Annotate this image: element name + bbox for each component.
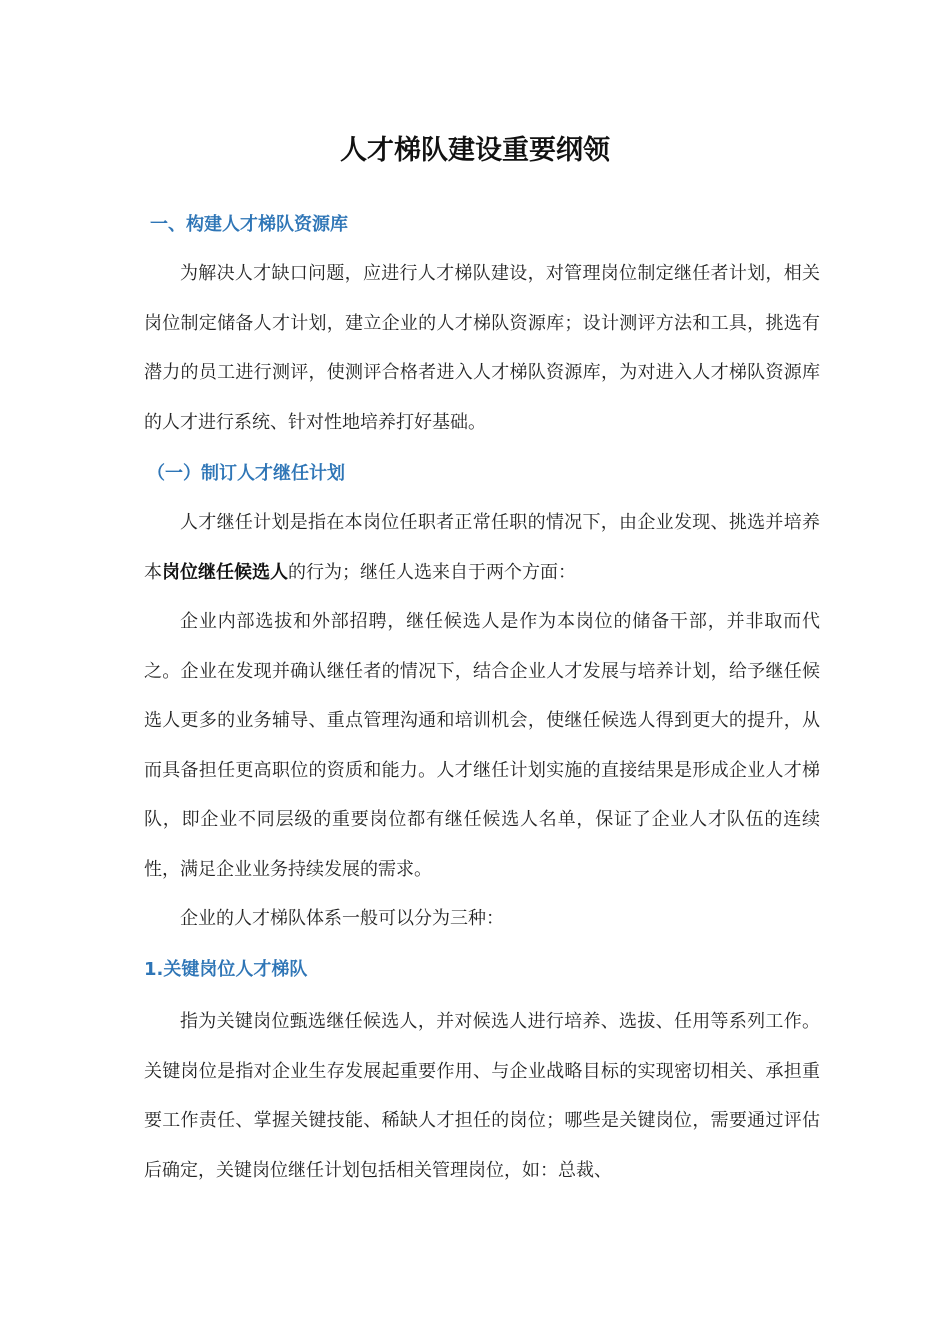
section-paragraph-resource-pool: 为解决人才缺口问题，应进行人才梯队建设，对管理岗位制定继任者计划，相关岗位制定储备人才计划，建立企业的人才梯队资源库；设计测评方法和工具，挑选有潜力的员工进行测评，使测评合格者进入人才梯队资源库，为对进入人才梯队资源库的人才进行系统、针对性地培养打好基础。	[144, 263, 820, 433]
paragraph-key-position: 指为关键岗位甄选继任候选人，并对候选人进行培养、选拔、任用等系列工作。关键岗位是指对企业生存发展起重要作用、与企业战略目标的实现密切相关、承担重要工作责任、掌握关键技能、稀缺人才担任的岗位；哪些是关键岗位，需要通过评估后确定，关键岗位继任计划包括相关管理岗位，如：总裁、	[144, 1011, 820, 1181]
paragraph-three-types: 企业的人才梯队体系一般可以分为三种：	[180, 908, 504, 929]
section-heading-resource-pool: 一、构建人才梯队资源库	[150, 214, 348, 235]
paragraph-succession-definition	[144, 498, 820, 597]
document-title: 人才梯队建设重要纲领	[340, 135, 610, 166]
bold-term-candidate: 岗位继任候选人	[162, 561, 288, 583]
subsection-heading-succession-plan: （一）制订人才继任计划	[147, 463, 345, 484]
paragraph-text: 的行为；继任人选来自于两个方面：	[288, 561, 576, 583]
item-heading-key-position: 1.关键岗位人才梯队	[144, 959, 308, 980]
paragraph-text: 人才继任计划是指在本岗位任职者正常任职的情况下，由企业发现、挑选并培养本	[144, 512, 820, 583]
paragraph-internal-external: 企业内部选拔和外部招聘，继任候选人是作为本岗位的储备干部，并非取而代之。企业在发现并确认继任者的情况下，结合企业人才发展与培养计划，给予继任候选人更多的业务辅导、重点管理沟通和培训机会，使继任候选人得到更大的提升，从而具备担任更高职位的资质和能力。人才继任计划实施的直接结果是形成企业人才梯队，即企业不同层级的重要岗位都有继任候选人名单，保证了企业人才队伍的连续性，满足企业业务持续发展的需求。	[144, 611, 820, 880]
